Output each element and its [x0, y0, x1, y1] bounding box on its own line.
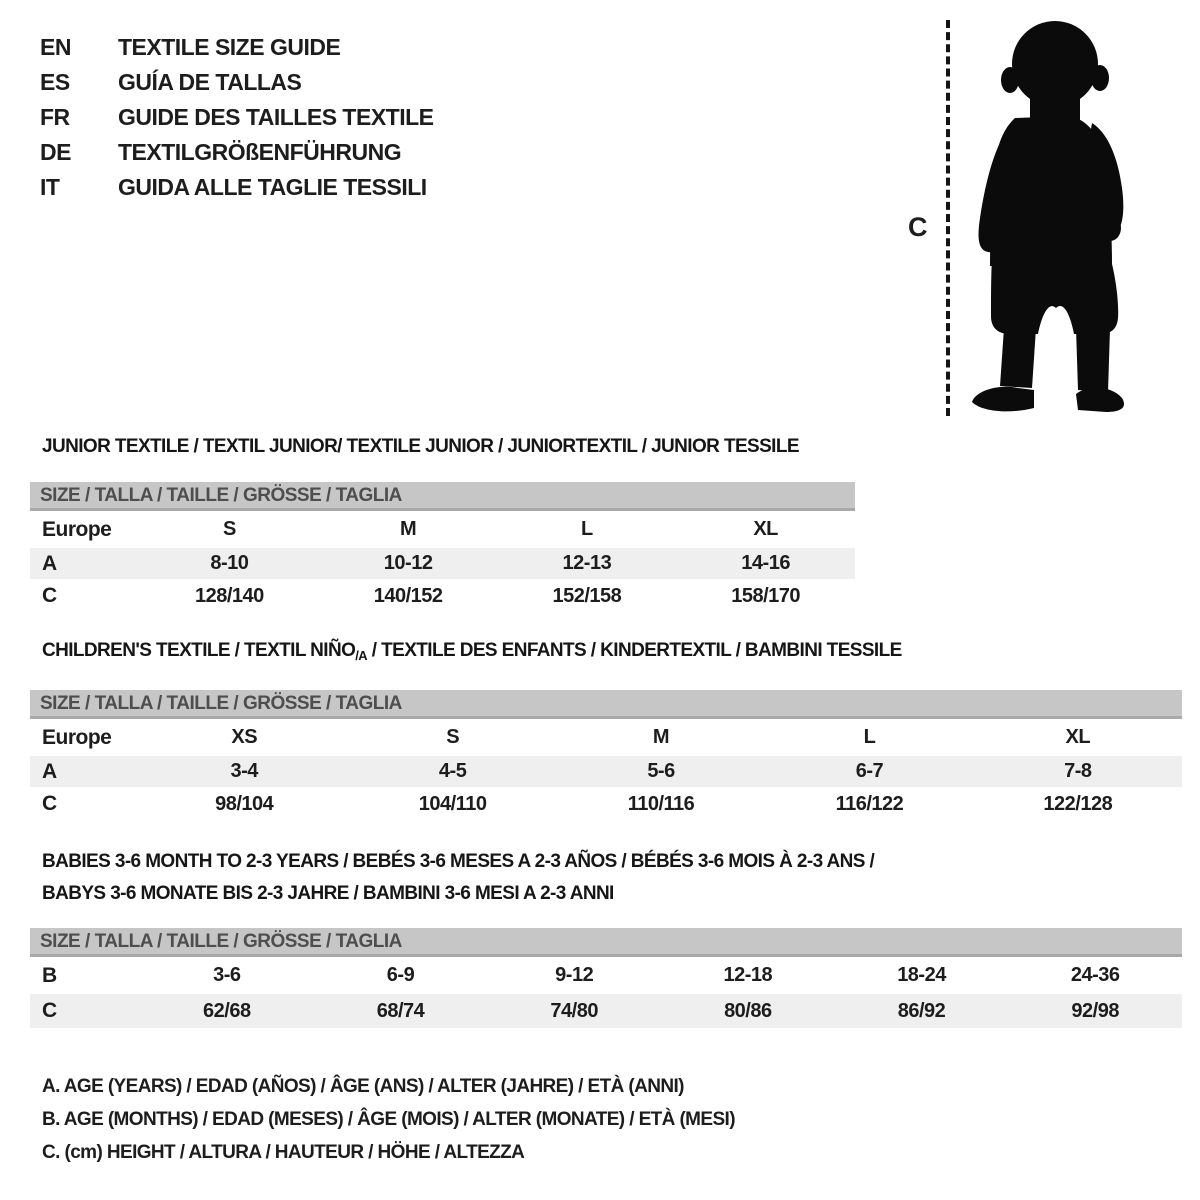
table-cell: 5-6 [647, 760, 675, 782]
babies-months-row [30, 957, 1182, 994]
children-sizes-row [30, 719, 1182, 756]
babies-table-header: SIZE / TALLA / TAILLE / GRÖSSE / TAGLIA [30, 928, 1182, 957]
legend-line-a: A. AGE (YEARS) / EDAD (AÑOS) / ÂGE (ANS) / ALTER (JAHRE) / ETÀ (ANNI) [42, 1076, 684, 1097]
language-title: GUIDE DES TAILLES TEXTILE [118, 104, 434, 130]
table-cell: 3-6 [213, 964, 241, 986]
table-cell: 116/122 [835, 792, 904, 815]
legend-line-c: C. (cm) HEIGHT / ALTURA / HAUTEUR / HÖHE / ALTEZZA [42, 1142, 525, 1163]
babies-title-line1: BABIES 3-6 MONTH TO 2-3 YEARS / BEBÉS 3-6 MESES A 2-3 AÑOS / BÉBÉS 3-6 MOIS À 2-3 ANS / [42, 851, 875, 872]
babies-title-line2: BABYS 3-6 MONATE BIS 2-3 JAHRE / BAMBINI 3-6 MESI A 2-3 ANNI [42, 883, 614, 904]
babies-size-table [30, 928, 1182, 1028]
language-row-fr [40, 100, 434, 135]
children-size-table [30, 690, 1182, 821]
size-header-cell: M [400, 518, 417, 540]
table-cell: 3-4 [230, 760, 258, 782]
language-code: DE [40, 139, 71, 165]
table-cell: 158/170 [731, 584, 801, 607]
table-cell: 6-7 [855, 760, 884, 782]
junior-size-table [30, 482, 855, 613]
table-cell: 12-13 [562, 552, 612, 574]
table-cell: 74/80 [550, 999, 598, 1022]
row-label: C [42, 999, 57, 1022]
table-cell: 9-12 [555, 964, 594, 986]
table-cell: 10-12 [383, 552, 433, 574]
table-cell: 6-9 [386, 964, 415, 986]
table-cell: 18-24 [897, 964, 946, 986]
height-measure-label: C [908, 212, 928, 242]
children-section-title [42, 640, 902, 662]
language-code: IT [40, 174, 60, 200]
legend-line-b: B. AGE (MONTHS) / EDAD (MESES) / ÂGE (MOIS) / ALTER (MONATE) / ETÀ (MESI) [42, 1109, 735, 1130]
language-row-en [40, 30, 434, 65]
language-code: EN [40, 34, 71, 60]
language-title: GUÍA DE TALLAS [118, 69, 302, 95]
size-header-cell: XL [753, 518, 778, 540]
table-cell: 80/86 [724, 999, 772, 1022]
table-cell: 62/68 [203, 999, 251, 1022]
language-row-it [40, 170, 434, 205]
table-cell: 24-36 [1070, 964, 1120, 986]
height-measure-dashed-line [946, 20, 950, 416]
table-cell: 110/116 [627, 792, 695, 815]
table-cell: 68/74 [376, 999, 425, 1022]
row-label: A [42, 551, 57, 575]
table-cell: 14-16 [741, 552, 790, 574]
children-height-row [30, 787, 1182, 821]
babies-height-row [30, 994, 1182, 1028]
table-cell: 152/158 [552, 584, 622, 607]
table-cell: 7-8 [1064, 760, 1092, 782]
region-label: Europe [42, 517, 112, 541]
size-header-cell: XL [1065, 726, 1091, 748]
language-title: TEXTILE SIZE GUIDE [118, 34, 341, 60]
region-label: Europe [42, 725, 112, 749]
table-cell: 98/104 [215, 792, 274, 815]
children-title-part2: / TEXTILE DES ENFANTS / KINDERTEXTIL / BAMBINI TESSILE [367, 640, 902, 661]
table-cell: 4-5 [438, 760, 467, 782]
language-title: TEXTILGRÖßENFÜHRUNG [118, 139, 402, 165]
children-table-header: SIZE / TALLA / TAILLE / GRÖSSE / TAGLIA [30, 690, 1182, 719]
size-header-cell: S [446, 726, 460, 748]
junior-section-title: JUNIOR TEXTILE / TEXTIL JUNIOR/ TEXTILE JUNIOR / JUNIORTEXTIL / JUNIOR TESSILE [42, 436, 799, 457]
table-cell: 140/152 [373, 584, 443, 607]
table-cell: 12-18 [723, 964, 773, 986]
junior-table-header: SIZE / TALLA / TAILLE / GRÖSSE / TAGLIA [30, 482, 855, 511]
row-label: A [42, 759, 57, 783]
table-cell: 86/92 [897, 999, 946, 1022]
junior-sizes-row [30, 511, 855, 548]
language-list [40, 30, 434, 205]
table-cell: 104/110 [418, 792, 487, 815]
row-label: C [42, 792, 57, 815]
language-code: ES [40, 69, 70, 95]
legend [42, 1070, 735, 1169]
baby-silhouette-icon [960, 18, 1140, 418]
junior-age-row [30, 548, 855, 579]
language-title: GUIDA ALLE TAGLIE TESSILI [118, 174, 427, 200]
language-row-de [40, 135, 434, 170]
table-cell: 8-10 [210, 552, 249, 574]
children-title-subscript: /A [355, 648, 368, 663]
size-header-cell: L [863, 726, 876, 748]
size-header-cell: L [581, 518, 593, 540]
size-header-cell: M [652, 726, 670, 748]
children-title-part1: CHILDREN'S TEXTILE / TEXTIL NIÑO [42, 640, 356, 661]
language-row-es [40, 65, 434, 100]
language-code: FR [40, 104, 70, 130]
size-header-cell: XS [231, 726, 258, 748]
row-label: C [42, 584, 57, 607]
children-age-row [30, 756, 1182, 787]
junior-height-row [30, 579, 855, 613]
table-cell: 122/128 [1043, 792, 1113, 815]
table-cell: 92/98 [1071, 999, 1119, 1022]
size-header-cell: S [222, 518, 236, 540]
babies-section-title [42, 846, 874, 910]
row-label: B [42, 963, 57, 987]
table-cell: 128/140 [194, 584, 264, 607]
